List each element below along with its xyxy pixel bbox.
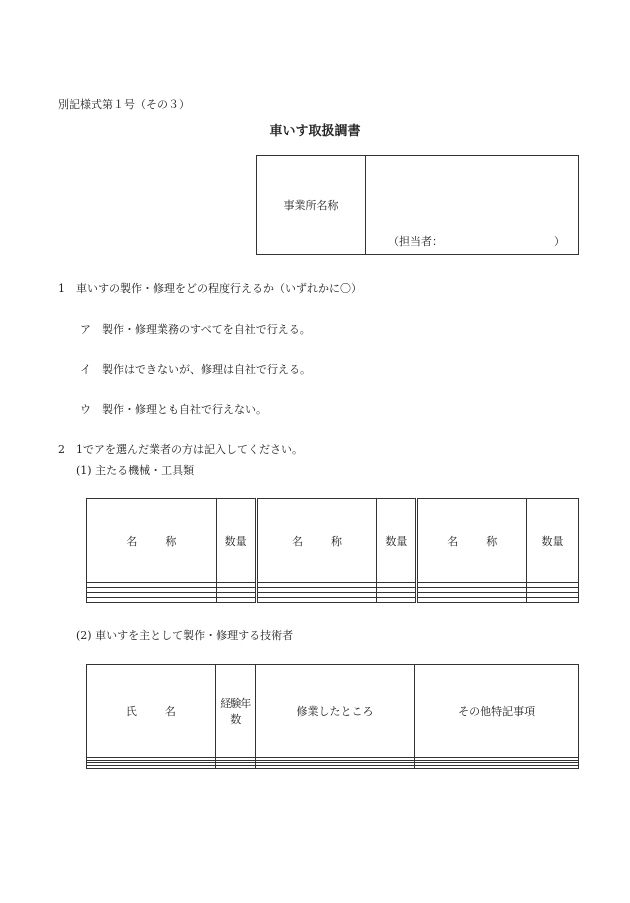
table-cell[interactable] [415, 766, 579, 769]
tools-name-header: 名 称 [417, 499, 527, 583]
document-title: 車いす取扱調書 [269, 124, 361, 139]
question-2: 2 1でアを選んだ業者の方は記入してください。 [58, 443, 303, 456]
option-u[interactable]: ウ 製作・修理とも自社で行えない。 [80, 403, 267, 416]
tools-name-header: 名 称 [256, 499, 377, 583]
table-cell[interactable] [87, 598, 217, 603]
tools-header-row [87, 499, 579, 583]
office-name-label: 事業所名称 [257, 156, 366, 255]
tech-notes-header: その他特記事項 [415, 665, 579, 758]
table-cell[interactable] [256, 598, 377, 603]
table-row [87, 766, 579, 769]
tools-name-header: 名 称 [87, 499, 217, 583]
tools-qty-header: 数量 [216, 499, 256, 583]
question-1: 1 車いすの製作・修理をどの程度行えるか（いずれかに〇） [58, 282, 362, 295]
table-cell[interactable] [215, 766, 255, 769]
option-a[interactable]: ア 製作・修理業務のすべてを自社で行える。 [80, 323, 311, 336]
table-cell[interactable] [216, 598, 256, 603]
contact-person-close: ） [554, 235, 565, 248]
technicians-header-row [87, 665, 579, 758]
office-name-field[interactable] [366, 156, 579, 255]
tools-qty-header: 数量 [527, 499, 579, 583]
table-cell[interactable] [377, 598, 417, 603]
contact-person-field[interactable] [388, 233, 565, 249]
tools-qty-header: 数量 [377, 499, 417, 583]
table-cell[interactable] [87, 766, 216, 769]
table-cell[interactable] [417, 598, 527, 603]
table-cell[interactable] [527, 598, 579, 603]
table-row [87, 598, 579, 603]
tech-years-header: 経験年数 [215, 665, 255, 758]
form-reference: 別記様式第１号（その３） [58, 98, 190, 111]
technicians-table [86, 664, 579, 769]
tech-name-header: 氏 名 [87, 665, 216, 758]
section-tools-heading: (1) 主たる機械・工具類 [76, 464, 195, 477]
option-i[interactable]: イ 製作はできないが、修理は自社で行える。 [80, 363, 311, 376]
table-cell[interactable] [255, 766, 415, 769]
tools-table [86, 498, 579, 603]
tech-training-header: 修業したところ [255, 665, 415, 758]
office-name-table [256, 155, 579, 255]
section-technicians-heading: (2) 車いすを主として製作・修理する技術者 [76, 629, 294, 642]
contact-person-label: （担当者： [388, 235, 443, 248]
